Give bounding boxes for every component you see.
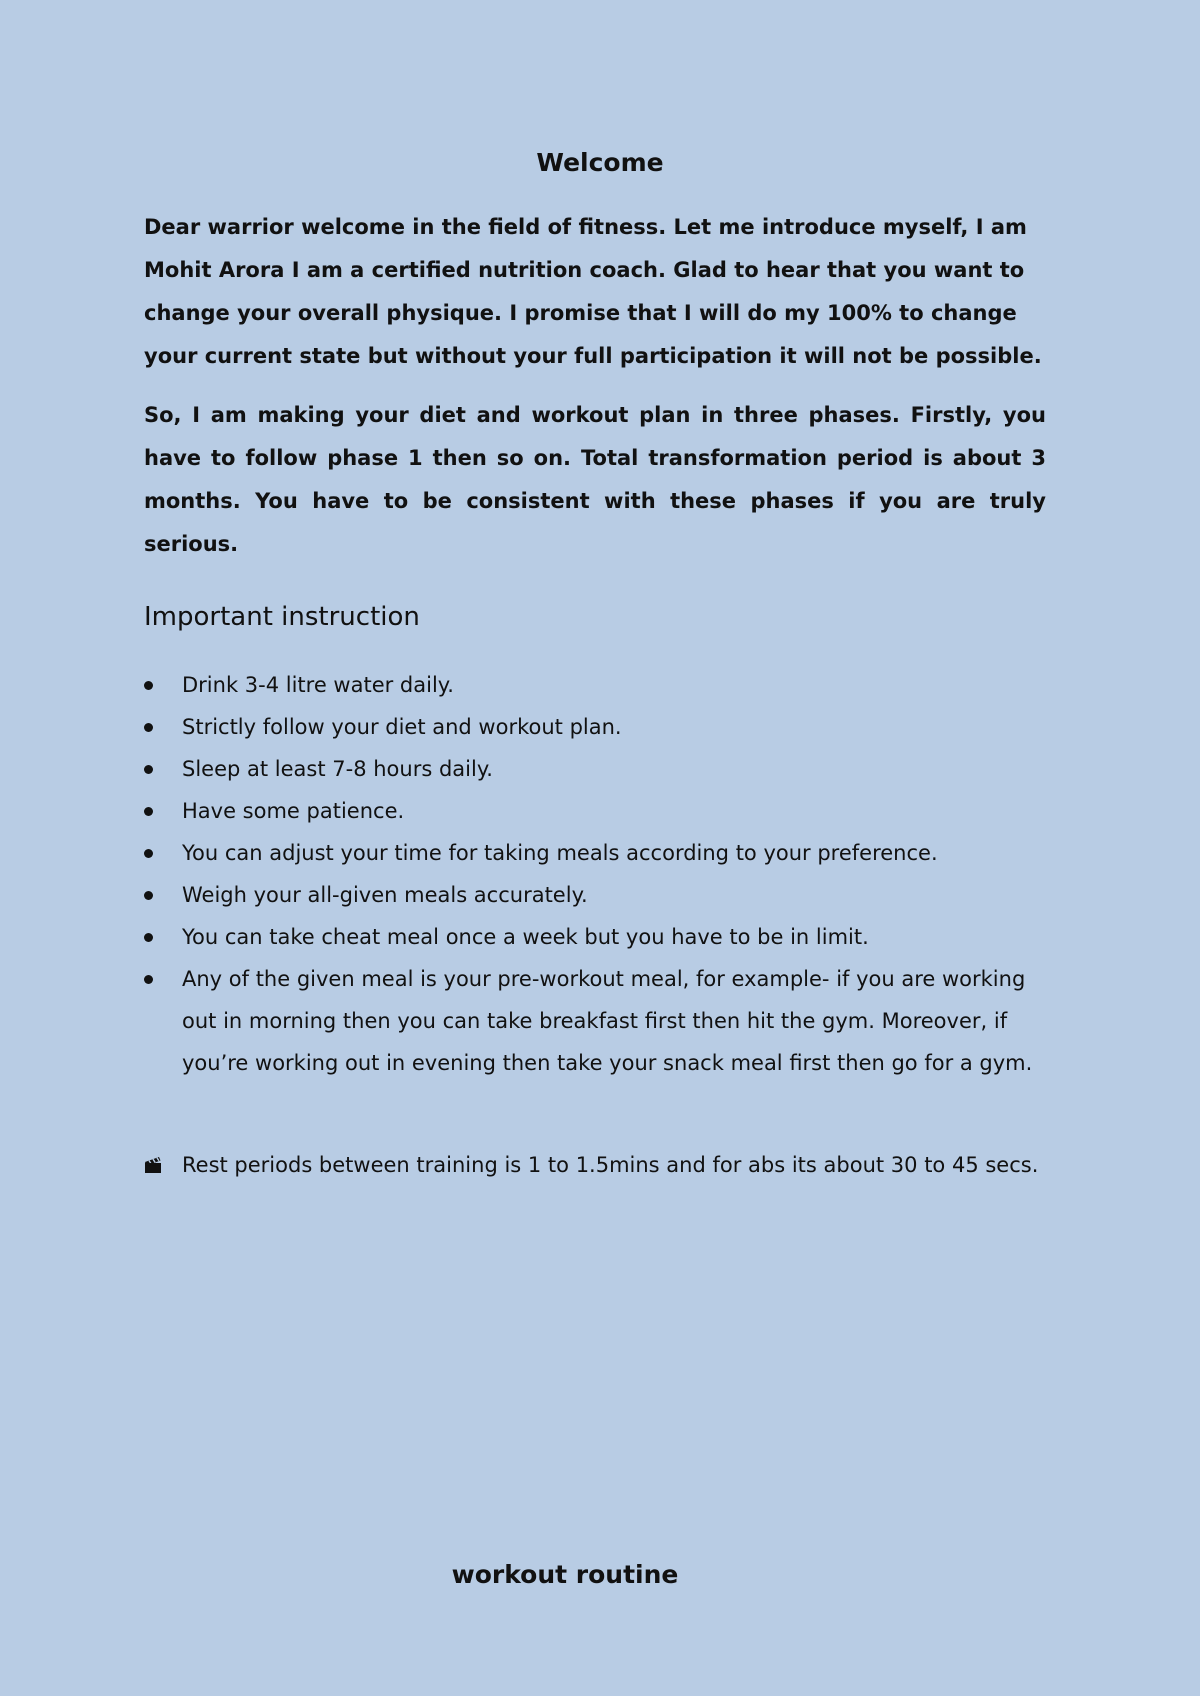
bullet-icon	[144, 891, 153, 900]
list-item	[144, 664, 1044, 706]
page-title: Welcome	[536, 148, 664, 177]
list-item	[144, 916, 1044, 958]
list-item-text: Drink 3-4 litre water daily.	[182, 673, 454, 697]
list-item-text: You can adjust your time for taking meals according to your preference.	[182, 841, 938, 865]
list-item-text: Have some patience.	[182, 799, 405, 823]
bullet-icon	[144, 975, 153, 984]
list-item	[144, 790, 1044, 832]
rest-period-text: Rest periods between training is 1 to 1.5mins and for abs its about 30 to 45 secs.	[182, 1153, 1039, 1177]
instructions-heading: Important instruction	[144, 602, 420, 632]
clapperboard-icon	[144, 1156, 162, 1174]
list-item-text: Weigh your all-given meals accurately.	[182, 883, 588, 907]
footer-title: workout routine	[451, 1560, 679, 1589]
bullet-icon	[144, 765, 153, 774]
list-item	[144, 706, 1044, 748]
rest-period-note	[144, 1144, 1044, 1186]
bullet-icon	[144, 933, 153, 942]
list-item	[144, 748, 1044, 790]
list-item	[144, 958, 1044, 1084]
bullet-icon	[144, 807, 153, 816]
intro-paragraph-1: Dear warrior welcome in the field of fitness. Let me introduce myself, I am Mohit Arora I am a certified nutrition coach. Glad to hear that you want to change your overall physique. I promise that I will do my 100% to change your current state but without your full participation it will not be possible.	[144, 215, 1042, 368]
instructions-list	[144, 664, 1044, 1084]
bullet-icon	[144, 681, 153, 690]
list-item	[144, 832, 1044, 874]
list-item-text: Strictly follow your diet and workout plan.	[182, 715, 622, 739]
list-item	[144, 874, 1044, 916]
list-item-text: You can take cheat meal once a week but you have to be in limit.	[182, 925, 869, 949]
list-item-text: Any of the given meal is your pre-workout meal, for example- if you are working out in morning then you can take breakfast first then hit the gym. Moreover, if you’re working out in evening then take your snack meal first then go for a gym.	[182, 967, 1033, 1075]
bullet-icon	[144, 723, 153, 732]
intro-paragraph-2: So, I am making your diet and workout plan in three phases. Firstly, you have to follow phase 1 then so on. Total transformation period is about 3 months. You have to be consistent with these phases if you are truly serious.	[144, 403, 1046, 556]
bullet-icon	[144, 849, 153, 858]
list-item-text: Sleep at least 7-8 hours daily.	[182, 757, 493, 781]
